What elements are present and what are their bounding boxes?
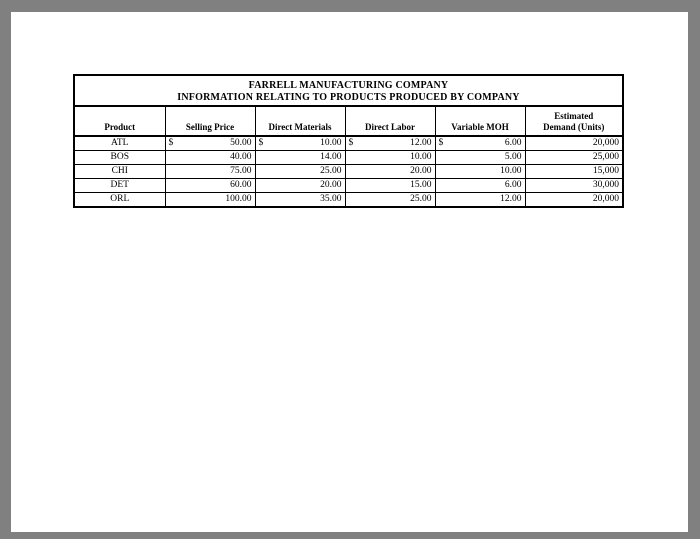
cell-variable-moh: [435, 136, 525, 151]
cell-direct-labor: 10.00: [345, 151, 435, 165]
cell-direct-materials: 25.00: [255, 165, 345, 179]
report-box: [73, 74, 624, 208]
cell-direct-materials: 35.00: [255, 193, 345, 207]
cell-value: 50.00: [230, 138, 252, 148]
title-line-1: FARRELL MANUFACTURING COMPANY: [248, 80, 449, 91]
cell-selling-price: 40.00: [165, 151, 255, 165]
currency-sign: $: [168, 138, 174, 148]
header-product: Product: [104, 122, 136, 132]
header-direct-materials: Direct Materials: [255, 107, 345, 136]
cell-variable-moh: 10.00: [435, 165, 525, 179]
header-demand-line-1: Estimated: [554, 111, 594, 121]
cell-selling-price: 100.00: [165, 193, 255, 207]
currency-sign: $: [348, 138, 354, 148]
cell-value: 10.00: [320, 138, 342, 148]
header-variable-moh: Variable MOH: [435, 107, 525, 136]
cell-direct-labor: 25.00: [345, 193, 435, 207]
cell-variable-moh: 12.00: [435, 193, 525, 207]
table-row: [75, 136, 622, 151]
cell-direct-labor: [345, 136, 435, 151]
table-row: [75, 151, 622, 165]
cell-value: 6.00: [504, 138, 522, 148]
cell-direct-materials: 20.00: [255, 179, 345, 193]
title-line-2: INFORMATION RELATING TO PRODUCTS PRODUCED BY COMPANY: [177, 92, 520, 103]
cell-demand: 30,000: [525, 179, 622, 193]
table-row: [75, 179, 622, 193]
header-row: [75, 107, 622, 136]
header-selling-price: Selling Price: [165, 107, 255, 136]
cell-demand: 15,000: [525, 165, 622, 179]
cell-demand: 20,000: [525, 136, 622, 151]
header-demand-line-2: Demand (Units): [543, 122, 605, 132]
cell-product: ATL: [75, 136, 165, 151]
cell-direct-labor: 15.00: [345, 179, 435, 193]
cell-product: CHI: [75, 165, 165, 179]
cell-direct-labor: 20.00: [345, 165, 435, 179]
cell-selling-price: 75.00: [165, 165, 255, 179]
cell-value: 12.00: [410, 138, 432, 148]
currency-sign: $: [438, 138, 444, 148]
document-page: [11, 12, 688, 532]
header-direct-labor: Direct Labor: [345, 107, 435, 136]
cell-product: ORL: [75, 193, 165, 207]
cell-direct-materials: [255, 136, 345, 151]
header-estimated-demand: [525, 107, 622, 136]
product-info-table: [75, 107, 622, 206]
report-title: [75, 76, 622, 107]
cell-demand: 25,000: [525, 151, 622, 165]
cell-selling-price: [165, 136, 255, 151]
table-row: [75, 193, 622, 207]
cell-selling-price: 60.00: [165, 179, 255, 193]
cell-direct-materials: 14.00: [255, 151, 345, 165]
cell-demand: 20,000: [525, 193, 622, 207]
table-row: [75, 165, 622, 179]
cell-variable-moh: 5.00: [435, 151, 525, 165]
cell-variable-moh: 6.00: [435, 179, 525, 193]
cell-product: DET: [75, 179, 165, 193]
cell-product: BOS: [75, 151, 165, 165]
currency-sign: $: [258, 138, 264, 148]
